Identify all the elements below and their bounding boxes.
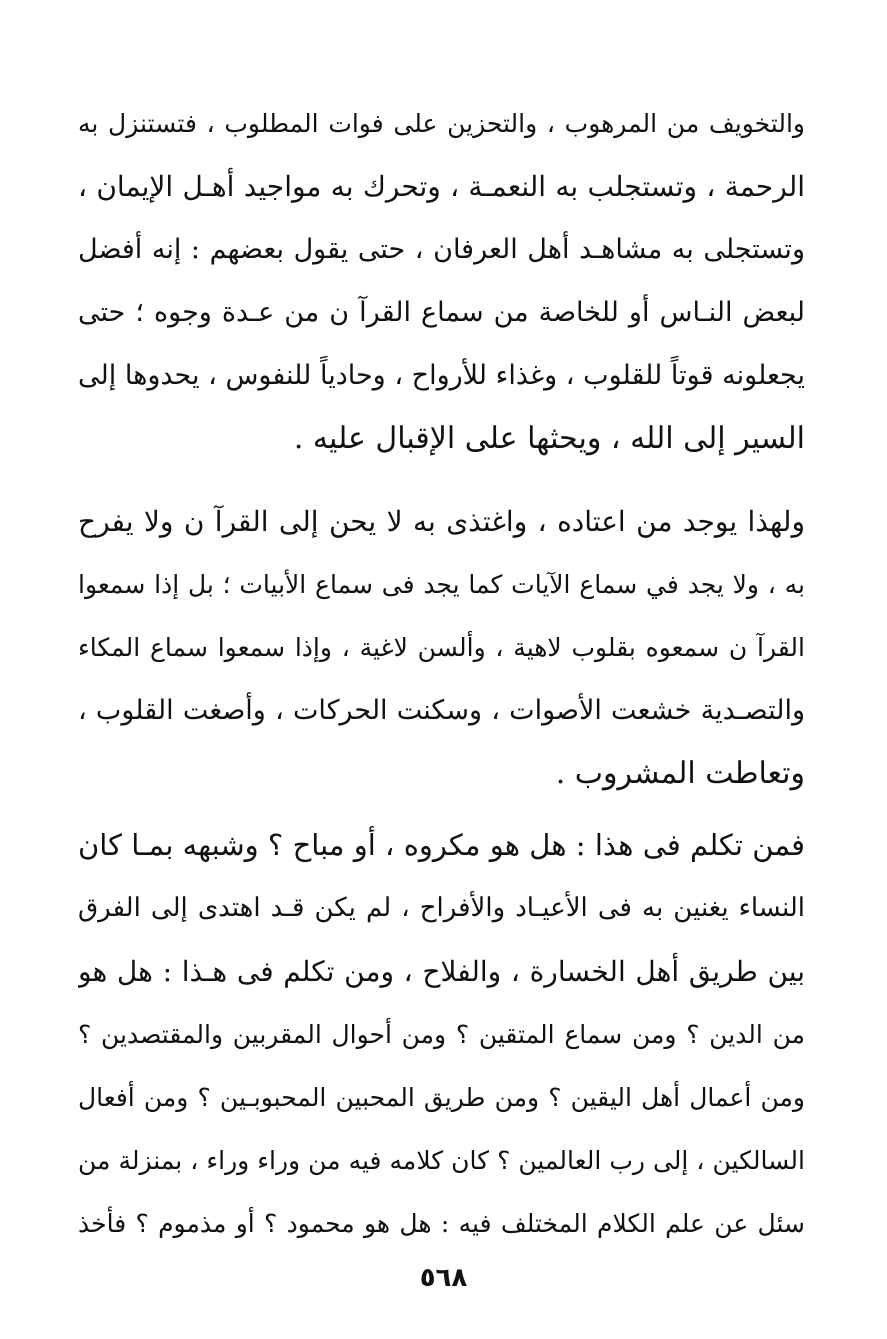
paragraph-line: ومن أعمال أهل اليقين ؟ ومن طريق المحبين المحبوبـين ؟ ومن أفعال (78, 1083, 805, 1112)
paragraph-line: السير إلى الله ، ويحثها على الإقبال عليه . (293, 421, 805, 456)
paragraph-1 (78, 92, 805, 470)
paragraph-line: فمن تكلم فى هذا : هل هو مكروه ، أو مباح ؟ وشبهه بمـا كان (78, 828, 805, 862)
paragraph-line: من الدين ؟ ومن سماع المتقين ؟ ومن أحوال المقربين والمقتصدين ؟ (78, 1020, 805, 1049)
paragraph-3 (78, 814, 805, 1255)
paragraph-line: السالكين ، إلى رب العالمين ؟ كان كلامه فيه من وراء وراء ، بمنزلة من (78, 1146, 805, 1175)
paragraph-line: القرآ ن سمعوه بقلوب لاهية ، وألسن لاغية ، وإذا سمعوا سماع المكاء (78, 633, 805, 662)
paragraph-line: لبعض النـاس أو للخاصة من سماع القرآ ن من عـدة وجوه ؛ حتى (78, 297, 805, 328)
paragraph-line: الرحمة ، وتستجلب به النعمـة ، وتحرك به مواجيد أهـل الإيمان ، (78, 170, 805, 203)
page-number: ٥٦٨ (419, 1263, 468, 1293)
paragraph-line: وتستجلى به مشاهـد أهل العرفان ، حتى يقول بعضهم : إنه أفضل (78, 234, 805, 265)
paragraph-line: النساء يغنين به فى الأعيـاد والأفراح ، لم يكن قـد اهتدى إلى الفرق (78, 893, 805, 923)
paragraph-line: والتخويف من المرهوب ، والتحزين على فوات المطلوب ، فتستنزل به (78, 109, 805, 138)
paragraph-line: وتعاطت المشروب . (555, 756, 805, 791)
paragraph-line: بين طريق أهل الخسارة ، والفلاح ، ومن تكلم فى هـذا : هل هو (78, 955, 805, 988)
paragraph-line: سئل عن علم الكلام المختلف فيه : هل هو محمود ؟ أو مذموم ؟ فأخذ (78, 1209, 805, 1238)
paragraph-line: يجعلونه قوتاً للقلوب ، وغذاء للأرواح ، وحادياً للنفوس ، يحدوها إلى (78, 360, 805, 391)
paragraph-line: والتصـدية خشعت الأصوات ، وسكنت الحركات ، وأصغت القلوب ، (78, 695, 805, 726)
paragraph-line: به ، ولا يجد في سماع الآيات كما يجد فى سماع الأبيات ؛ بل إذا سمعوا (78, 570, 805, 599)
paragraph-line: ولهذا يوجد من اعتاده ، واغتذى به لا يحن إلى القرآ ن ولا يفرح (78, 505, 805, 538)
paragraph-2 (78, 490, 805, 805)
